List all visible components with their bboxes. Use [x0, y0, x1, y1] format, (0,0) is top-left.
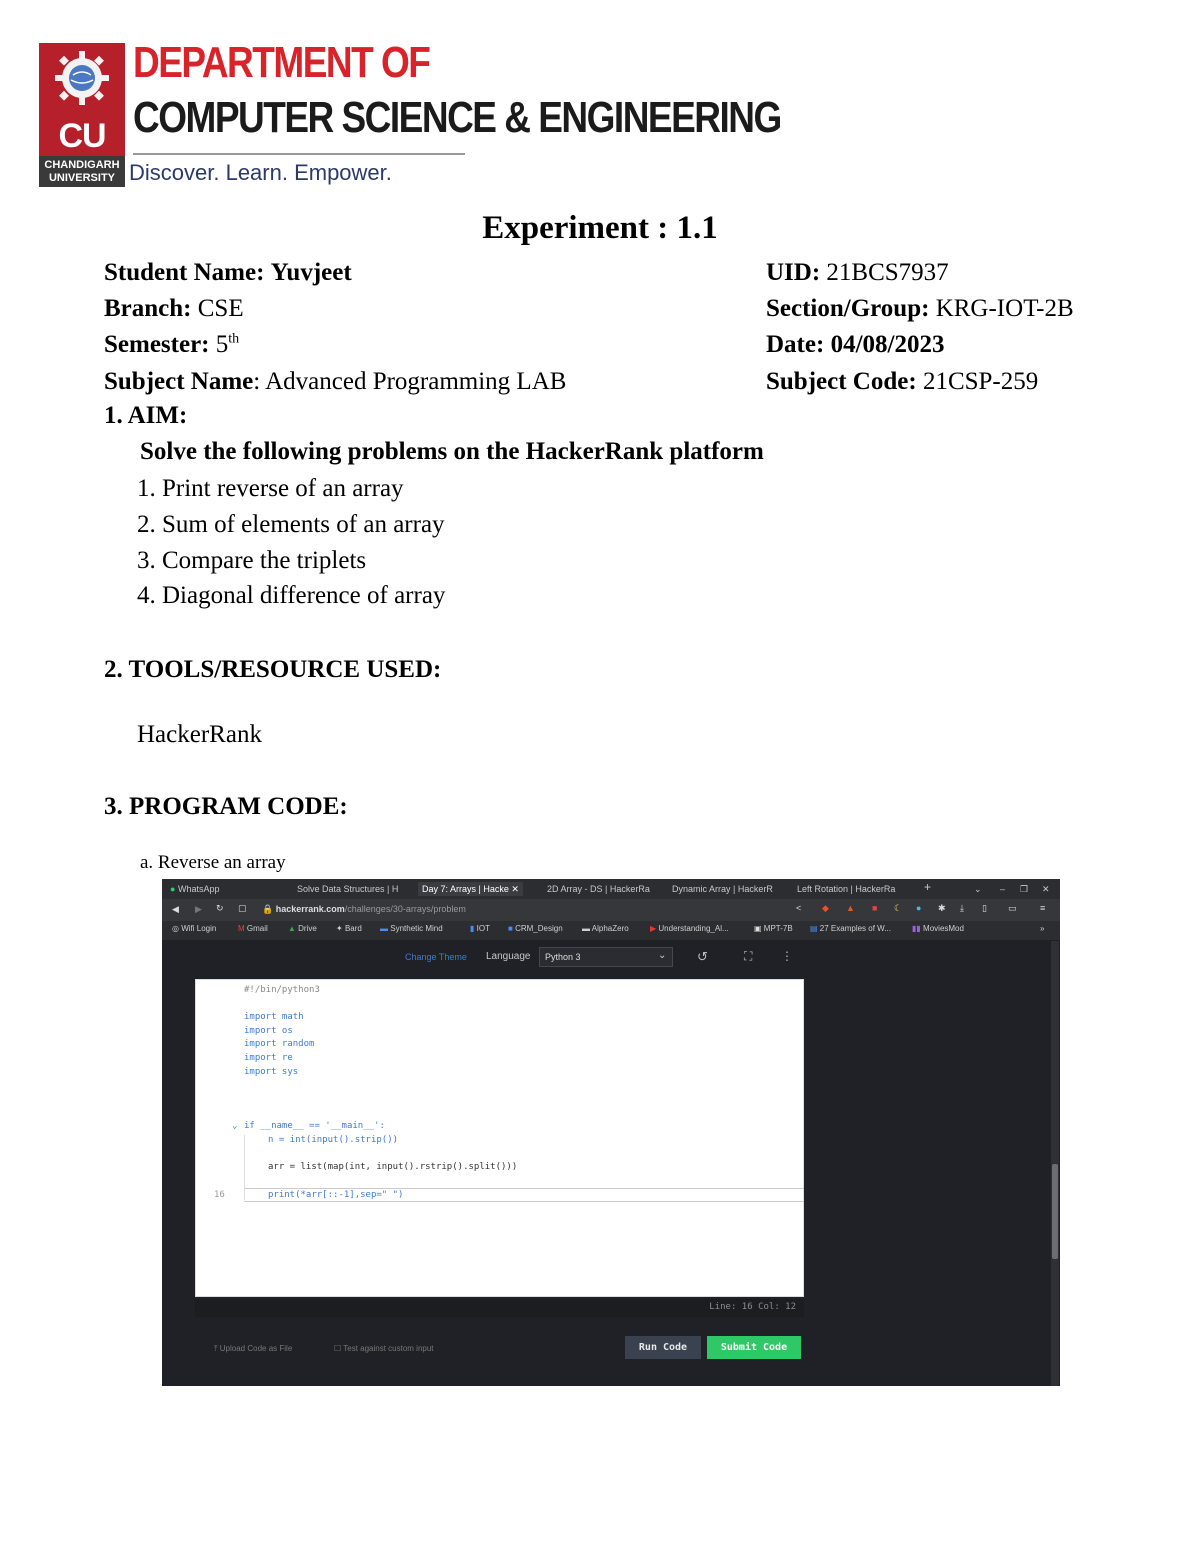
close-window-icon[interactable]: ✕ — [1042, 884, 1050, 894]
code-line: n = int(input().strip()) — [268, 1135, 399, 1145]
code-line: if __name__ == '__main__': — [244, 1121, 385, 1131]
department-title-line1: DEPARTMENT OF — [133, 38, 430, 87]
tab-day7-arrays[interactable]: Day 7: Arrays | Hacke ✕ — [418, 882, 523, 896]
student-name-label: Student Name: — [104, 259, 265, 286]
url-field[interactable] — [262, 904, 466, 915]
bookmark-label: Gmail — [246, 924, 268, 933]
restore-icon[interactable]: ❐ — [1020, 884, 1029, 894]
whatsapp-icon: ● — [170, 884, 176, 894]
aim-item: 3. Compare the triplets — [137, 547, 367, 574]
editor-status-bar — [195, 1299, 804, 1317]
scrollbar-thumb[interactable] — [1052, 1164, 1058, 1259]
subject-code-value: 21CSP-259 — [922, 368, 1039, 395]
bookmark-item[interactable]: ✦ Bard — [336, 924, 362, 933]
tab-dynamic-array[interactable] — [672, 882, 773, 896]
tagline: Discover. Learn. Empower. — [129, 160, 392, 185]
aim-item: 2. Sum of elements of an array — [137, 511, 445, 538]
tools-value: HackerRank — [137, 721, 262, 748]
hackerrank-screenshot — [162, 879, 1060, 1386]
semester — [104, 331, 239, 359]
logo-university-name: CHANDIGARH UNIVERSITY — [39, 156, 125, 187]
extension-icon[interactable]: ■ — [872, 903, 878, 913]
program-subheading: a. Reverse an array — [140, 852, 286, 873]
bookmark-item[interactable]: ▤ 27 Examples of W... — [810, 924, 891, 933]
code-line: import re — [244, 1053, 293, 1063]
logo-initials: CU — [58, 117, 106, 155]
program-heading: 3. PROGRAM CODE: — [104, 793, 348, 820]
chevron-down-icon: ⌄ — [658, 950, 667, 961]
download-icon[interactable]: ⤓ — [960, 903, 964, 913]
date — [766, 331, 944, 359]
tab-whatsapp[interactable] — [170, 882, 219, 896]
bookmark-item[interactable]: M Gmail — [238, 924, 268, 933]
code-line: print(*arr[::-1],sep=" ") — [268, 1190, 404, 1200]
bookmarks-overflow-icon[interactable]: » — [1040, 924, 1045, 933]
subject-label: Subject Name — [104, 368, 254, 395]
checkbox-icon: ☐ — [334, 1344, 342, 1353]
uid — [766, 259, 949, 287]
reset-icon[interactable]: ↺ — [697, 949, 708, 964]
bookmark-item[interactable]: ■ CRM_Design — [508, 924, 563, 933]
line-number: 16 — [214, 1190, 225, 1200]
forward-icon[interactable]: ▶ — [195, 904, 202, 914]
subject-code-label: Subject Code: — [766, 368, 917, 395]
code-line: import os — [244, 1026, 293, 1036]
section-value: KRG-IOT-2B — [935, 295, 1074, 322]
bookmark-item[interactable]: ▮▮ MoviesMod — [912, 924, 964, 933]
tab-label: Solve Data Structures | H — [297, 884, 399, 894]
tools-heading: 2. TOOLS/RESOURCE USED: — [104, 656, 442, 683]
uid-label: UID: — [766, 259, 821, 286]
extension-dot-icon[interactable]: ● — [916, 903, 922, 913]
custom-input-checkbox[interactable] — [334, 1344, 434, 1353]
bookmark-label: CRM_Design — [515, 924, 563, 933]
menu-icon[interactable]: ≡ — [1040, 903, 1046, 913]
sidebar-icon[interactable]: ▯ — [982, 903, 987, 913]
code-line: #!/bin/python3 — [244, 985, 320, 995]
bookmark-label: Synthetic Mind — [390, 924, 443, 933]
tab-label: WhatsApp — [177, 884, 220, 894]
bookmark-item[interactable]: ▶ Understanding_Al... — [650, 924, 729, 933]
brave-shield-icon[interactable]: ◆ — [822, 903, 829, 913]
puzzle-icon[interactable]: ✱ — [938, 903, 946, 913]
semester-superscript: th — [228, 331, 240, 347]
tab-label: 2D Array - DS | HackerRa — [547, 884, 650, 894]
student-name-value: Yuvjeet — [270, 259, 352, 286]
subject-value: : Advanced Programming LAB — [253, 368, 567, 395]
bookmark-label: MPT-7B — [763, 924, 793, 933]
bookmark-label: 27 Examples of W... — [819, 924, 891, 933]
tab-2d-array[interactable] — [547, 882, 650, 896]
code-line: import math — [244, 1012, 304, 1022]
branch — [104, 295, 244, 323]
aim-item: 4. Diagonal difference of array — [137, 582, 446, 609]
upload-label: Upload Code as File — [219, 1344, 293, 1353]
fullscreen-icon[interactable]: ⛶ — [744, 949, 753, 963]
tab-label: Dynamic Array | HackerR — [672, 884, 773, 894]
semester-value: 5 — [215, 331, 229, 358]
share-icon[interactable]: < — [796, 903, 802, 913]
lock-icon: 🔒 — [262, 904, 274, 914]
bookmark-item[interactable]: ▬ AlphaZero — [582, 924, 629, 933]
aim-item: 1. Print reverse of an array — [137, 475, 404, 502]
minimize-icon[interactable]: – — [1000, 884, 1006, 894]
bookmarks-bar — [162, 921, 1060, 940]
aim-intro: Solve the following problems on the HackerRank platform — [140, 438, 764, 465]
browser-tab-bar — [162, 879, 1060, 899]
university-logo — [39, 43, 125, 187]
bookmark-label: Bard — [344, 924, 362, 933]
code-line: import sys — [244, 1067, 299, 1077]
wallet-icon[interactable]: ▭ — [1008, 903, 1017, 913]
fold-chevron-icon[interactable]: ⌄ — [232, 1121, 238, 1131]
upload-icon: ⤒ — [214, 1344, 218, 1353]
url-host: hackerrank.com — [275, 904, 345, 914]
run-code-button[interactable]: Run Code — [625, 1336, 701, 1359]
submit-code-button[interactable]: Submit Code — [707, 1336, 801, 1359]
change-theme-link[interactable]: Change Theme — [405, 952, 467, 962]
aim-heading: 1. AIM: — [104, 402, 188, 429]
language-label: Language — [486, 951, 531, 962]
tab-left-rotation[interactable] — [797, 882, 895, 896]
tab-solve-data-structures[interactable] — [297, 882, 398, 896]
tab-label: Left Rotation | HackerRa — [797, 884, 896, 894]
bookmark-label: Wifi Login — [181, 924, 217, 933]
branch-value: CSE — [197, 295, 244, 322]
student-name — [104, 259, 352, 287]
language-value: Python 3 — [545, 952, 581, 962]
more-options-icon[interactable]: ⋮ — [781, 949, 793, 963]
code-editor[interactable] — [195, 979, 804, 1297]
bookmark-item[interactable]: ▣ MPT-7B — [754, 924, 793, 933]
date-label: Date: — [766, 331, 825, 358]
bookmark-label: IOT — [476, 924, 490, 933]
tab-list-chevron-icon[interactable]: ⌄ — [974, 884, 982, 894]
bookmark-item[interactable]: ▲ Drive — [288, 924, 317, 933]
subject-code — [766, 368, 1038, 396]
tab-label: Day 7: Arrays | Hacke — [422, 884, 509, 894]
editor-toolbar — [162, 940, 1060, 978]
section-group — [766, 295, 1074, 323]
bookmark-label: Understanding_Al... — [658, 924, 729, 933]
custom-input-label: Test against custom input — [343, 1344, 434, 1353]
section-label: Section/Group: — [766, 295, 930, 322]
code-line: arr = list(map(int, input().rstrip().split())) — [268, 1162, 518, 1172]
new-tab-button[interactable]: + — [924, 880, 932, 894]
gear-globe-icon — [53, 49, 111, 107]
date-value: 04/08/2023 — [830, 331, 945, 358]
department-title-line2: COMPUTER SCIENCE & ENGINEERING — [133, 93, 781, 142]
bookmark-icon[interactable]: ▢ — [238, 903, 247, 913]
code-line: import random — [244, 1039, 315, 1049]
url-path: /challenges/30-arrays/problem — [344, 904, 466, 914]
bookmark-label: AlphaZero — [591, 924, 629, 933]
subject-name — [104, 368, 566, 396]
moon-icon[interactable]: ☾ — [894, 903, 903, 913]
experiment-title: Experiment : 1.1 — [482, 210, 718, 246]
upload-code-link[interactable] — [214, 1344, 292, 1354]
bookmark-label: MoviesMod — [923, 924, 964, 933]
bookmark-label: Drive — [298, 924, 317, 933]
reload-icon[interactable]: ↻ — [216, 903, 224, 913]
language-select[interactable] — [539, 947, 673, 967]
branch-label: Branch: — [104, 295, 192, 322]
bookmark-item[interactable]: ▮ IOT — [470, 924, 490, 933]
bookmark-item[interactable]: ▬ Synthetic Mind — [380, 924, 443, 933]
back-icon[interactable]: ◀ — [172, 904, 179, 914]
brave-rewards-icon[interactable]: ▲ — [846, 903, 855, 913]
header-divider — [133, 153, 465, 155]
uid-value: 21BCS7937 — [826, 259, 949, 286]
address-bar-row — [162, 899, 1060, 921]
bookmark-item[interactable]: ◎ Wifi Login — [172, 924, 217, 933]
cursor-position: Line: 16 Col: 12 — [709, 1302, 796, 1312]
indent-guide — [244, 1135, 245, 1200]
semester-label: Semester: — [104, 331, 210, 358]
